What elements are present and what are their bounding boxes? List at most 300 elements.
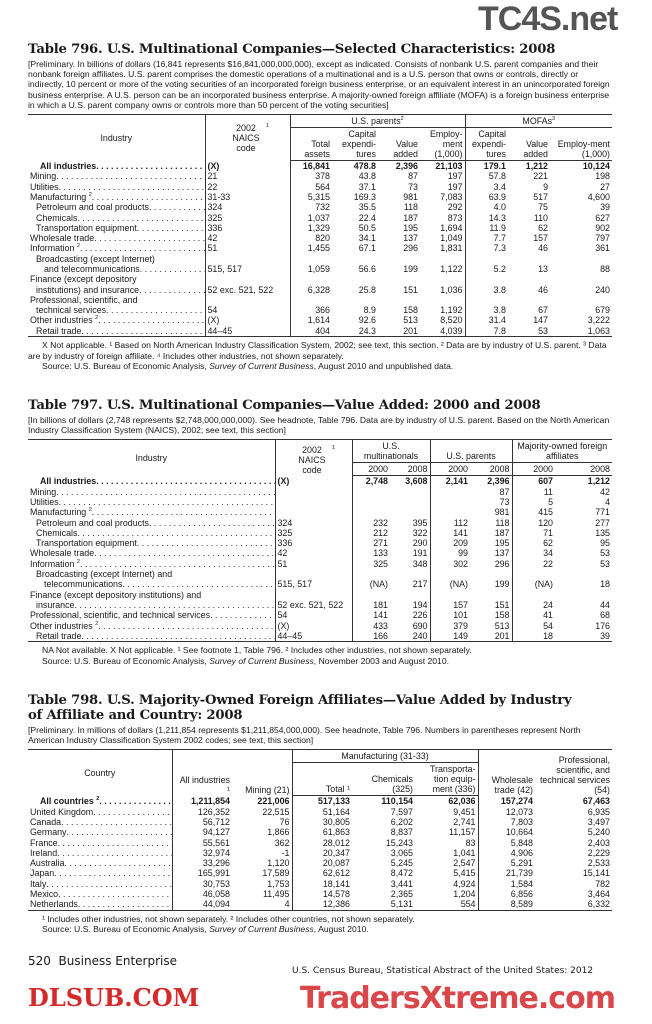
table-row	[28, 518, 612, 528]
row-label-text	[36, 202, 149, 212]
group-header: Majority-owned foreign affiliates	[512, 440, 612, 463]
cell-value: 221	[533, 171, 548, 182]
row-label-text	[36, 600, 74, 610]
cell-value: 395	[390, 518, 430, 528]
label-text: Wholesale trade	[30, 233, 95, 244]
column-header: 2008	[390, 463, 430, 476]
cell-value: 17,589	[232, 868, 292, 878]
cell-value: 5,315	[307, 191, 330, 202]
naics-code: 54	[275, 610, 352, 620]
cell-value: 30,805	[322, 817, 350, 827]
cell-value: 99	[458, 548, 468, 559]
cell-value: 137	[470, 548, 512, 558]
cell-value: 7,803	[510, 817, 533, 827]
cell-value: 7,597	[390, 806, 413, 817]
cell-value: 277	[595, 517, 610, 528]
cell-value: 6,856	[510, 889, 533, 900]
cell-value: 151	[403, 284, 418, 295]
cell-value: 30,753	[202, 878, 230, 889]
cell-value: 126,352	[197, 806, 230, 817]
cell-value: 366	[315, 305, 330, 316]
naics-code	[275, 497, 352, 507]
cell-value: 771	[595, 507, 610, 518]
table-796-footnotes	[28, 340, 612, 372]
cell-value: 32,974	[202, 847, 230, 858]
cell-value: 5.2	[493, 263, 506, 274]
cell-value	[378, 295, 420, 305]
cell-value: 404	[315, 325, 330, 336]
cell-value: 42	[600, 486, 610, 497]
table-796-headnote: [Preliminary. In billions of dollars (16,841 represents $16,841,000,000,000), except as indicated. Consists of nonbank U.S. parent companies and their nonbank foreign affiliates. U.S. parent comprises the domestic operations of a multinational and is a U.S. person that owns or controls, directly or indirectly, 10 percent or more of the voting securities of an incorporated foreign business enterprise, or an equivalent interest in an unincorporated foreign business enterprise. A U.S. person can be an incorporated business enterprise. A majority-owned foreign affiliate (MOFA) is a foreign business enterprise in which a U.S. parent company owns or controls more than 50 percent of the voting securities]	[28, 59, 610, 110]
row-label	[28, 600, 275, 610]
cell-value: 18	[600, 579, 610, 590]
col-industry: Industry	[28, 115, 205, 161]
cell-value: 7.3	[493, 243, 506, 254]
row-label-text	[30, 858, 65, 868]
table-row	[28, 243, 612, 253]
cell-value: 22,515	[232, 807, 292, 817]
cell-value	[420, 274, 465, 284]
source-text: Source: U.S. Bureau of Economic Analysis,	[42, 924, 210, 935]
group-header: U.S. multinationals	[352, 440, 430, 463]
cell-value: 2,533	[587, 858, 610, 869]
column-header: 2000	[512, 463, 555, 476]
table-row	[28, 899, 612, 910]
cell-value: 18	[543, 630, 553, 641]
row-label-text	[44, 579, 122, 589]
label-text: Chemicals	[36, 527, 78, 538]
row-label-text	[30, 879, 46, 889]
label-text: and telecommunications	[44, 263, 140, 274]
table-798	[28, 749, 612, 910]
table-row	[28, 295, 612, 305]
row-label-text	[30, 182, 59, 192]
naics-code	[275, 507, 352, 517]
cell-value: 165,991	[197, 868, 230, 879]
row-label-text	[36, 569, 172, 579]
row-label-text	[30, 838, 58, 848]
cell-value: 6,328	[307, 284, 330, 295]
cell-value: 35.5	[358, 202, 376, 213]
label-text: Other industries	[30, 620, 93, 631]
footnote-ref: 3	[552, 116, 556, 123]
cell-value: 20,087	[322, 858, 350, 869]
table-row	[28, 538, 612, 548]
cell-value	[430, 590, 470, 600]
label-text: Canada	[30, 817, 62, 827]
label-text: United Kingdom	[30, 806, 94, 817]
cell-value: 3,222	[587, 315, 610, 326]
cell-value: 554	[415, 899, 478, 910]
table-796-section	[28, 42, 612, 372]
col-all-industries: All industries ¹	[179, 774, 230, 795]
row-label	[28, 559, 275, 569]
cell-value: 4	[605, 497, 610, 507]
row-label-text	[40, 476, 96, 486]
table-row	[28, 827, 612, 837]
label-text: Professional, scientific, and technical services	[30, 610, 211, 621]
row-label-text	[30, 274, 137, 284]
cell-value: 4,600	[587, 191, 610, 202]
naics-code: (X)	[205, 161, 290, 172]
cell-value	[390, 487, 430, 497]
table-row	[28, 796, 612, 807]
naics-code: 54	[205, 305, 290, 315]
cell-value: 1,041	[415, 848, 478, 858]
cell-value: 68	[600, 610, 610, 621]
table-row	[28, 264, 612, 274]
cell-value	[512, 569, 555, 579]
row-label-text	[30, 487, 56, 497]
cell-value	[352, 497, 390, 507]
cell-value: 221,006	[232, 796, 292, 807]
cell-value: 197	[420, 182, 465, 192]
cell-value	[555, 569, 612, 579]
source-publication: Survey of Current Business	[209, 924, 314, 935]
cell-value: 1,831	[420, 243, 465, 253]
cell-value	[290, 295, 332, 305]
watermark-tradersxtreme: TradersXtreme.com	[300, 981, 615, 1016]
cell-value: 2,741	[415, 817, 478, 827]
naics-code	[275, 590, 352, 600]
cell-value: 18,141	[322, 878, 350, 889]
cell-value: 433	[373, 620, 388, 631]
row-label	[28, 202, 205, 212]
label-text: Mining	[30, 486, 57, 497]
cell-value: 564	[315, 181, 330, 192]
source	[28, 924, 612, 935]
cell-value: 12,386	[322, 899, 350, 910]
cell-value: (NA)	[369, 579, 388, 590]
naics-code: 31-33	[205, 192, 290, 202]
cell-value: 198	[595, 171, 610, 182]
cell-value	[290, 254, 332, 264]
cell-value: 1,211,854	[191, 796, 230, 807]
label-text: Mexico	[30, 889, 59, 900]
footnote-ref: 1	[331, 444, 336, 451]
cell-value: 11.9	[489, 222, 506, 233]
label-text: All industries	[40, 476, 97, 487]
cell-value: 31.4	[488, 315, 506, 326]
label-text: Netherlands	[30, 899, 78, 910]
label-text: Petroleum and coal products	[36, 517, 149, 528]
cell-value: 67.1	[358, 243, 376, 254]
cell-value: 6,332	[587, 899, 610, 910]
cell-value: 2,396	[395, 161, 418, 172]
naics-code	[205, 295, 290, 305]
cell-value: 44	[600, 599, 610, 610]
cell-value	[430, 569, 470, 579]
row-label-text	[30, 610, 210, 620]
cell-value	[470, 569, 512, 579]
row-label	[28, 274, 205, 284]
row-label	[28, 889, 172, 899]
row-label-text	[30, 559, 80, 569]
naics-code: 52 exc. 521, 522	[275, 600, 352, 610]
cell-value: 240	[595, 284, 610, 295]
column-header: Employ-ment (1,000)	[550, 128, 612, 161]
table-798-footnotes	[28, 914, 612, 935]
row-label	[28, 182, 205, 192]
cell-value: 61,863	[322, 827, 350, 838]
cell-value: 120	[538, 517, 553, 528]
cell-value	[352, 487, 390, 497]
row-label	[28, 879, 172, 889]
table-797-section	[28, 398, 612, 666]
cell-value: 147	[533, 315, 548, 326]
cell-value: 51,164	[322, 806, 350, 817]
table-796	[28, 114, 612, 337]
watermark-tc4s: TC4S.net	[478, 0, 618, 38]
cell-value: 902	[595, 222, 610, 233]
cell-value: 169.3	[353, 191, 376, 202]
row-label-text	[30, 548, 94, 558]
row-label	[28, 326, 205, 337]
table-row	[28, 838, 612, 848]
table-row	[28, 848, 612, 858]
col-mining: Mining (21)	[232, 750, 292, 796]
table-row	[28, 600, 612, 610]
table-row	[28, 858, 612, 868]
cell-value: 101	[453, 610, 468, 621]
cell-value: 379	[453, 620, 468, 631]
cell-value: 46	[538, 284, 548, 295]
column-header: Capital expendi-tures	[465, 128, 508, 161]
cell-value	[290, 274, 332, 284]
cell-value: 197	[420, 171, 465, 181]
row-label	[28, 590, 275, 600]
table-797-footnotes	[28, 645, 612, 666]
cell-value: 94,127	[202, 827, 230, 838]
row-label-text	[30, 171, 56, 181]
cell-value: 157	[453, 599, 468, 610]
group-manufacturing: Manufacturing (31-33)	[292, 750, 478, 763]
cell-value: 7,083	[420, 192, 465, 202]
row-label-text	[30, 899, 78, 909]
cell-value: 1,584	[510, 878, 533, 889]
naics-code	[205, 274, 290, 284]
cell-value: 2,365	[390, 889, 413, 900]
group-header: U.S. parents	[430, 440, 512, 463]
cell-value: 87	[408, 171, 418, 182]
cell-value: 11,495	[232, 889, 292, 899]
cell-value: 5,415	[415, 868, 478, 878]
cell-value: 325	[373, 558, 388, 569]
row-label-text	[36, 528, 77, 538]
cell-value: 1,122	[420, 264, 465, 274]
label-text: technical services	[36, 305, 107, 316]
cell-value: 217	[390, 579, 430, 589]
row-label	[28, 610, 275, 620]
cell-value: 46,058	[202, 889, 230, 900]
row-label	[28, 487, 275, 497]
cell-value: 50.5	[358, 222, 376, 233]
table-row	[28, 497, 612, 507]
cell-value: 2,547	[415, 858, 478, 868]
table-row	[28, 182, 612, 192]
naics-code: 21	[205, 171, 290, 181]
cell-value: 1,120	[232, 858, 292, 868]
row-label	[28, 233, 205, 243]
cell-value: 181	[373, 599, 388, 610]
naics-code: 52 exc. 521, 522	[205, 285, 290, 295]
cell-value: 732	[315, 202, 330, 213]
cell-value: 14.3	[488, 212, 506, 223]
cell-value: 1,694	[420, 223, 465, 233]
cell-value: 24.3	[358, 325, 376, 336]
cell-value: 240	[390, 631, 430, 642]
cell-value: 513	[470, 621, 512, 631]
cell-value	[420, 295, 465, 305]
row-label	[28, 538, 275, 548]
cell-value: 137	[403, 233, 418, 244]
label-text: Other industries	[30, 315, 93, 326]
cell-value	[555, 590, 612, 600]
footnote-ref: 2	[88, 191, 92, 198]
cell-value: 73	[408, 181, 418, 192]
cell-value: 191	[390, 548, 430, 558]
cell-value: 20,347	[322, 847, 350, 858]
naics-code: (X)	[205, 315, 290, 325]
label-text: Broadcasting (except Internet) and	[36, 569, 173, 580]
cell-value: 63.9	[488, 191, 506, 202]
table-row	[28, 254, 612, 264]
table-797-headnote: [In billions of dollars (2,748 represents $2,748,000,000,000). See headnote, Table 796. Data are by industry of U.S. parent. Based on the North American Industry Classification System (NAICS), 2002; see text, this section]	[28, 415, 610, 436]
cell-value: 5,291	[510, 858, 533, 869]
cell-value	[352, 569, 390, 579]
cell-value: 4,039	[420, 326, 465, 337]
table-row	[28, 285, 612, 295]
row-label	[28, 192, 205, 202]
col-country: Country	[28, 750, 172, 796]
cell-value: 135	[595, 527, 610, 538]
cell-value: 1,204	[415, 889, 478, 899]
label-text: Retail trade	[36, 325, 82, 336]
footnote-ref: 2	[88, 507, 92, 514]
cell-value	[352, 590, 390, 600]
col-industry: Industry	[28, 440, 275, 476]
naics-code	[275, 487, 352, 497]
label-text: Utilities	[30, 181, 59, 192]
cell-value: 3.8	[493, 305, 506, 316]
cell-value	[430, 487, 470, 497]
cell-value: 1,049	[420, 233, 465, 243]
cell-value: 627	[595, 212, 610, 223]
cell-value: 87	[470, 487, 512, 497]
cell-value: 2,229	[587, 847, 610, 858]
footnote-ref: 1	[265, 122, 270, 129]
cell-value	[332, 295, 378, 305]
row-label-text	[30, 507, 92, 517]
row-label-text	[30, 243, 80, 253]
cell-value: 62	[538, 222, 548, 233]
label-text: All industries	[40, 160, 97, 171]
cell-value: 378	[315, 171, 330, 182]
cell-value: 4,924	[415, 879, 478, 889]
cell-value: 10,124	[582, 161, 610, 172]
row-label-text	[36, 223, 137, 233]
row-label	[28, 858, 172, 868]
row-label	[28, 848, 172, 858]
table-798-title: Table 798. U.S. Majority-Owned Foreign Affiliates—Value Added by Industry of Affiliate and Country: 2008	[28, 693, 572, 723]
naics-code: 22	[205, 182, 290, 192]
label-text: Utilities	[30, 497, 59, 507]
cell-value: 296	[470, 559, 512, 569]
naics-code: 336	[205, 223, 290, 233]
naics-code: 336	[275, 538, 352, 548]
cell-value: 21,739	[505, 868, 533, 879]
cell-value: 782	[595, 878, 610, 889]
cell-value: 41	[543, 610, 553, 621]
row-label	[28, 243, 205, 253]
label-text: Wholesale trade	[30, 548, 95, 559]
cell-value: 176	[595, 620, 610, 631]
cell-value: 28,012	[322, 837, 350, 848]
row-label	[28, 254, 205, 264]
cell-value: 201	[403, 325, 418, 336]
row-label	[28, 264, 205, 274]
label-text: Transportation equipment	[36, 538, 137, 549]
cell-value: 110	[533, 212, 548, 223]
cell-value: (NA)	[534, 579, 553, 590]
cell-value	[508, 295, 550, 305]
cell-value: 151	[470, 600, 512, 610]
cell-value: 8,520	[420, 315, 465, 325]
table-row	[28, 213, 612, 223]
naics-code: 44–45	[205, 326, 290, 337]
column-header: 2000	[352, 463, 390, 476]
row-label	[28, 579, 275, 589]
cell-value: 7.8	[493, 325, 506, 336]
row-label-text	[30, 848, 57, 858]
cell-value	[390, 569, 430, 579]
cell-value: 2,141	[445, 476, 468, 487]
cell-value: 981	[403, 191, 418, 202]
row-label	[28, 796, 172, 807]
table-row	[28, 326, 612, 337]
cell-value: 296	[403, 243, 418, 254]
cell-value: 157,274	[500, 796, 533, 807]
cell-value: 22.4	[358, 212, 376, 223]
source	[28, 361, 612, 372]
cell-value: 34	[543, 548, 553, 559]
naics-code	[205, 254, 290, 264]
cell-value: 133	[373, 548, 388, 559]
table-row	[28, 631, 612, 642]
cell-value	[390, 507, 430, 517]
cell-value: 797	[595, 233, 610, 244]
label-text: Australia	[30, 858, 65, 869]
cell-value: 9	[543, 181, 548, 192]
row-label	[28, 315, 205, 325]
cell-value: 873	[420, 213, 465, 223]
group-us-parents: U.S. parents	[351, 116, 401, 127]
cell-value: 195	[470, 538, 512, 548]
column-header: Value added	[508, 128, 550, 161]
cell-value: 517,133	[317, 796, 350, 807]
cell-value: 1,212	[525, 161, 548, 172]
label-text: Manufacturing	[30, 191, 87, 202]
table-row	[28, 559, 612, 569]
cell-value: 194	[390, 600, 430, 610]
cell-value: (NA)	[449, 579, 468, 590]
table-row	[28, 487, 612, 497]
cell-value: 292	[420, 202, 465, 212]
row-label-text	[36, 305, 106, 315]
cell-value: 46	[538, 243, 548, 254]
footnote-ref: 2	[400, 116, 404, 123]
cell-value: 1,037	[307, 212, 330, 223]
